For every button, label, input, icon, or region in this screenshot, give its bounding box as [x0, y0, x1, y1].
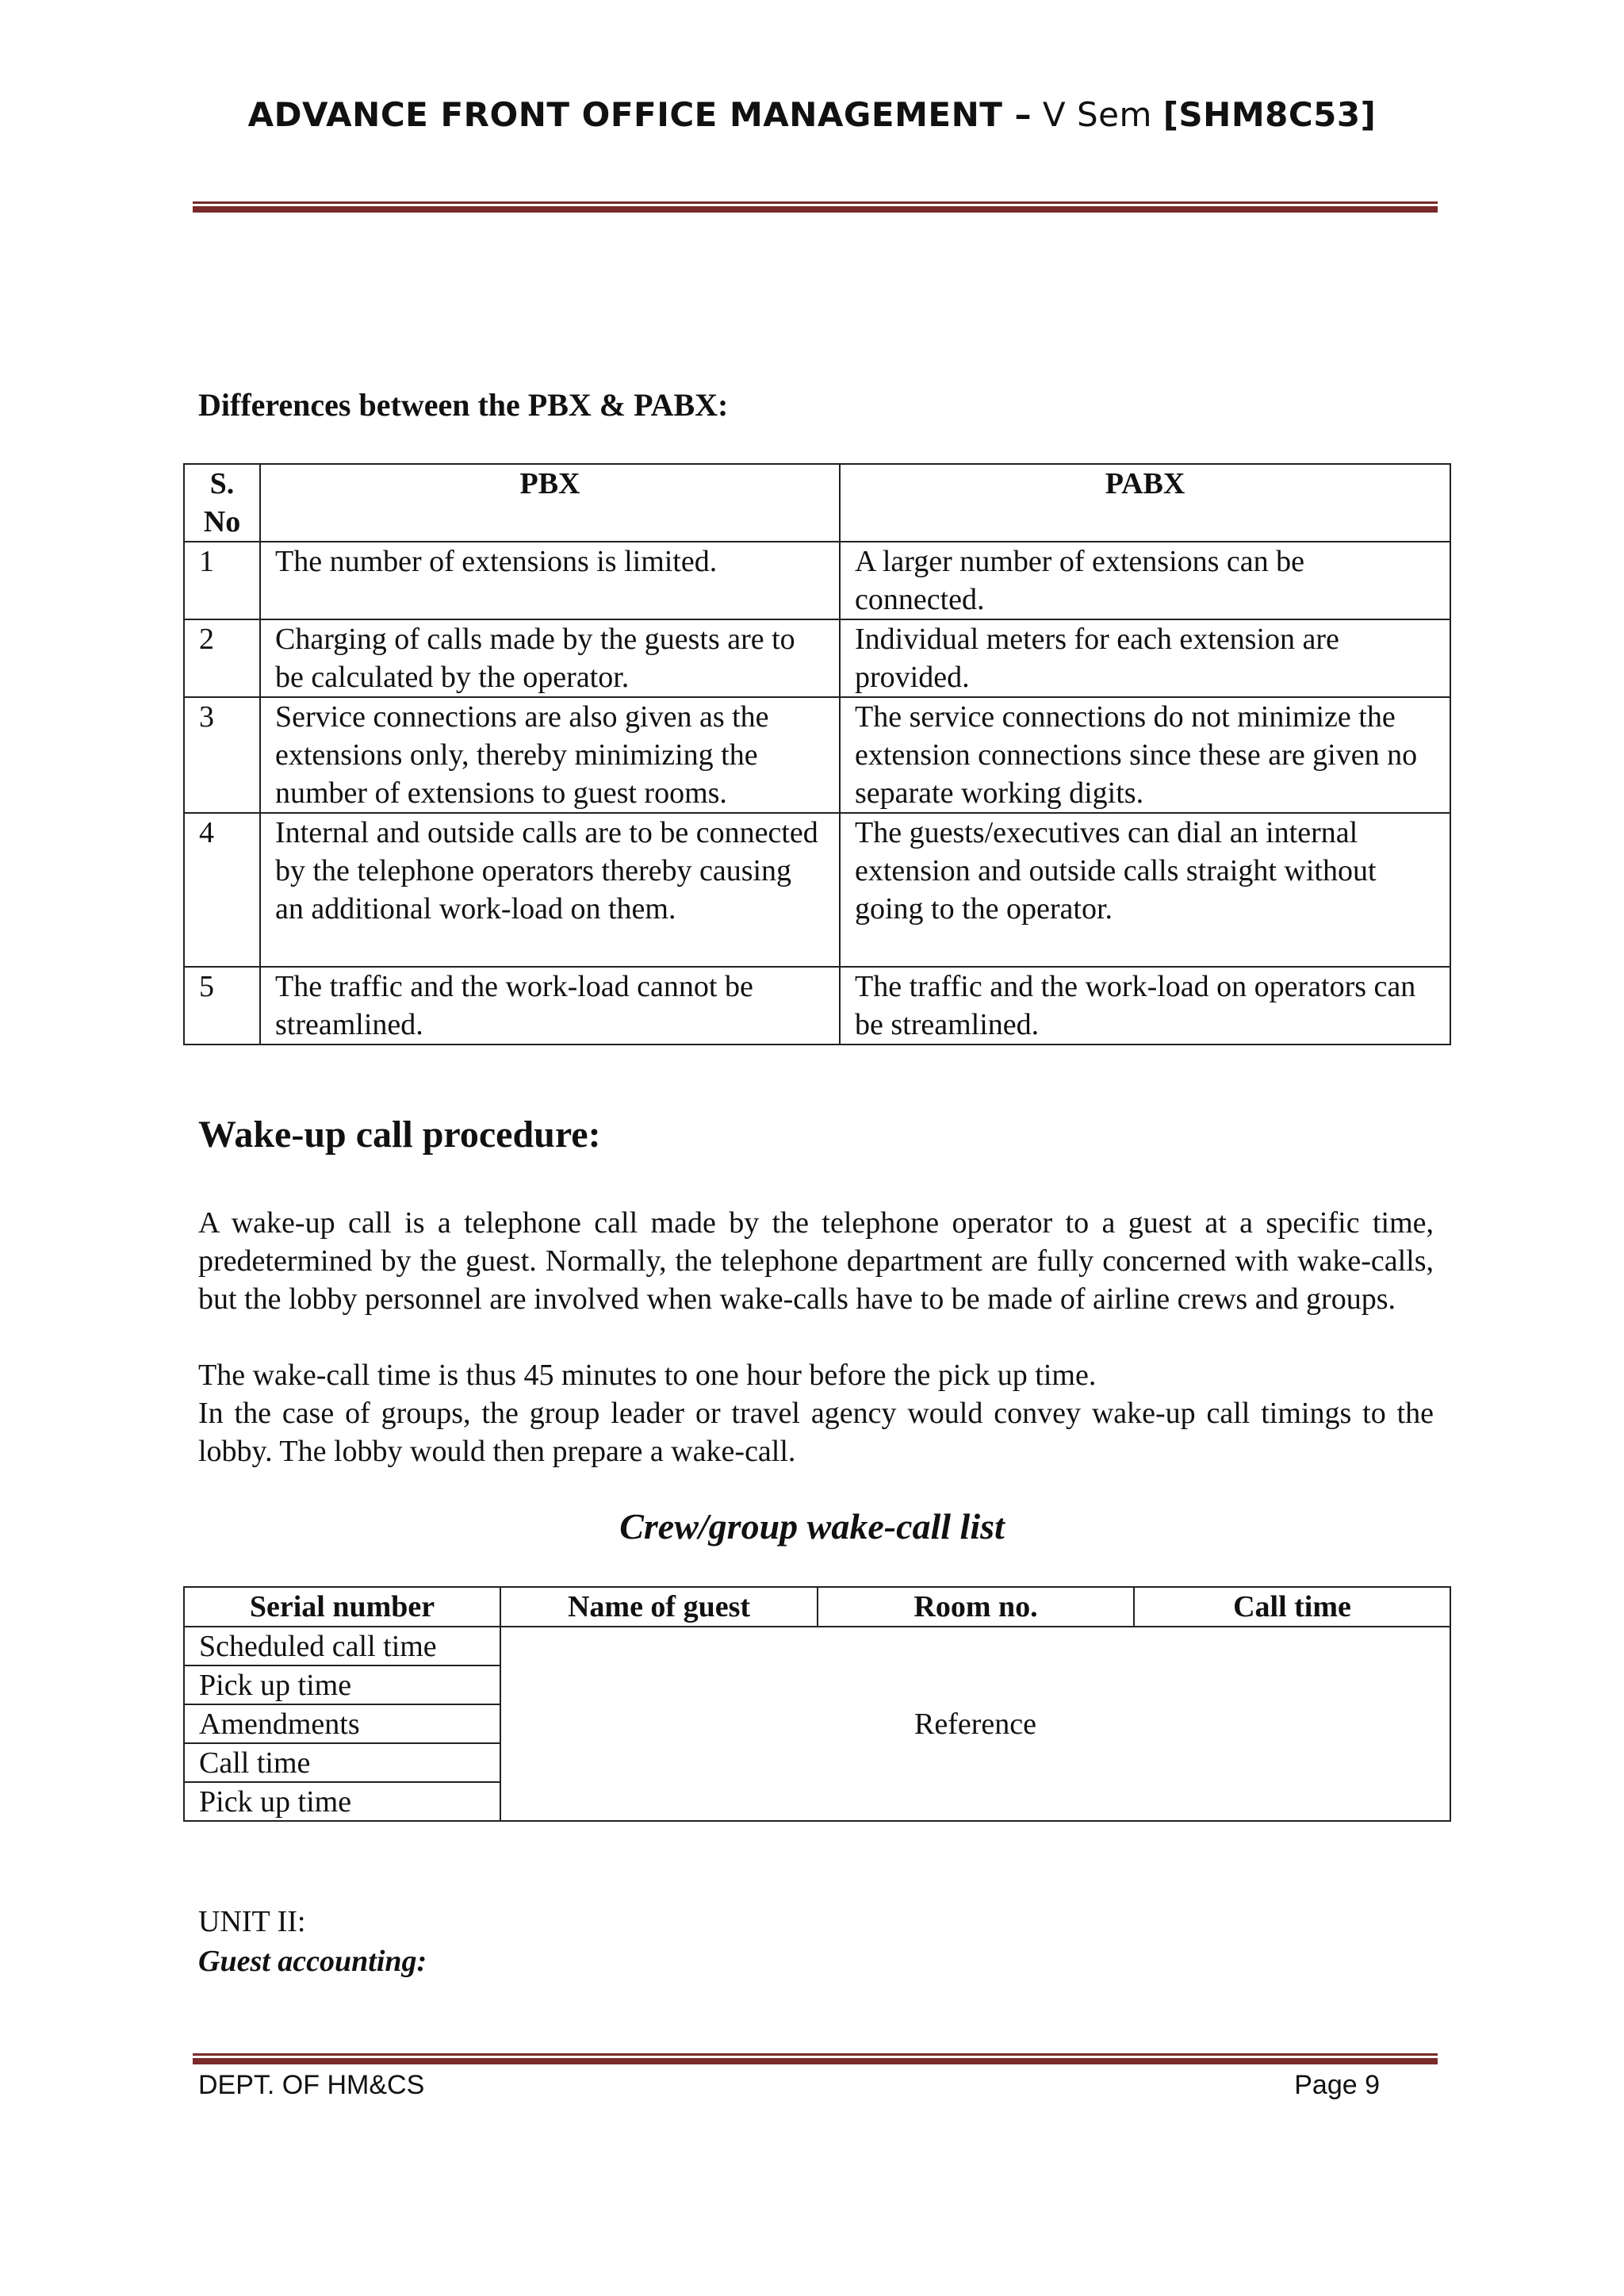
pbx-cell: The number of extensions is limited.: [260, 542, 840, 619]
pbx-section-heading: Differences between the PBX & PABX:: [198, 387, 729, 423]
crew-row-label: Scheduled call time: [184, 1627, 500, 1665]
col-header-pbx: PBX: [260, 464, 840, 542]
crew-row-label: Amendments: [184, 1704, 500, 1743]
unit-label: UNIT II:: [198, 1905, 306, 1938]
col-header-call-time: Call time: [1134, 1587, 1450, 1627]
col-header-sno: S. No: [184, 464, 260, 542]
wakeup-paragraph-1: A wake-up call is a telephone call made by the telephone operator to a guest at a specific time, predetermined by the guest. Normally, the telephone department are fully concerned with wake-calls, but the lobby personnel are involved when wake-calls have to be made of airline crews and groups.: [198, 1206, 1434, 1316]
pbx-cell: Internal and outside calls are to be connected by the telephone operators thereby causing an additional work-load on them.: [260, 813, 840, 967]
col-header-guest: Name of guest: [500, 1587, 818, 1627]
pabx-cell: The traffic and the work-load on operators can be streamlined.: [840, 967, 1450, 1045]
crew-row-label: Pick up time: [184, 1782, 500, 1821]
course-title: ADVANCE FRONT OFFICE MANAGEMENT –: [247, 95, 1032, 134]
row-number: 1: [184, 542, 260, 619]
table-row: [184, 1627, 1450, 1665]
pbx-cell: Charging of calls made by the guests are to be calculated by the operator.: [260, 619, 840, 697]
wakeup-paragraph-2: The wake-call time is thus 45 minutes to one hour before the pick up time.: [198, 1359, 1097, 1392]
pbx-pabx-table: [183, 463, 1451, 1045]
table-row: [184, 967, 1450, 1045]
reference-cell: Reference: [500, 1627, 1450, 1821]
crew-row-label: Pick up time: [184, 1665, 500, 1704]
crew-list-title: Crew/group wake-call list: [619, 1506, 1005, 1547]
row-number: 5: [184, 967, 260, 1045]
pabx-cell: Individual meters for each extension are provided.: [840, 619, 1450, 697]
pabx-cell: The guests/executives can dial an internal extension and outside calls straight without going to the operator.: [840, 813, 1450, 967]
pbx-cell: The traffic and the work-load cannot be streamlined.: [260, 967, 840, 1045]
unit-topic: Guest accounting:: [198, 1945, 427, 1978]
footer-page-number: Page 9: [1294, 2070, 1380, 2100]
footer-rule: [193, 2053, 1438, 2064]
wakeup-heading: Wake-up call procedure:: [198, 1114, 601, 1156]
col-header-room: Room no.: [818, 1587, 1134, 1627]
wakeup-paragraph-3: In the case of groups, the group leader or travel agency would convey wake-up call timings to the lobby. The lobby would then prepare a wake-call.: [198, 1397, 1434, 1468]
table-row: [184, 542, 1450, 619]
crew-row-label: Call time: [184, 1743, 500, 1782]
pbx-cell: Service connections are also given as the extensions only, thereby minimizing the number of extensions to guest rooms.: [260, 697, 840, 813]
row-number: 4: [184, 813, 260, 967]
col-header-pabx: PABX: [840, 464, 1450, 542]
table-row: [184, 697, 1450, 813]
table-row: [184, 619, 1450, 697]
semester: V Sem: [1042, 95, 1152, 134]
table-row: [184, 813, 1450, 967]
col-header-serial: Serial number: [184, 1587, 500, 1627]
table-header-row: [184, 1587, 1450, 1627]
pabx-cell: The service connections do not minimize the extension connections since these are given no separate working digits.: [840, 697, 1450, 813]
row-number: 2: [184, 619, 260, 697]
footer-dept: DEPT. OF HM&CS: [198, 2070, 425, 2100]
pabx-cell: A larger number of extensions can be connected.: [840, 542, 1450, 619]
course-code: [SHM8C53]: [1162, 95, 1377, 134]
unit-block: [198, 1902, 427, 1981]
table-header-row: [184, 464, 1450, 542]
crew-wake-call-table: [183, 1586, 1451, 1822]
page-header-title: [0, 95, 1624, 134]
row-number: 3: [184, 697, 260, 813]
header-rule: [193, 201, 1438, 213]
